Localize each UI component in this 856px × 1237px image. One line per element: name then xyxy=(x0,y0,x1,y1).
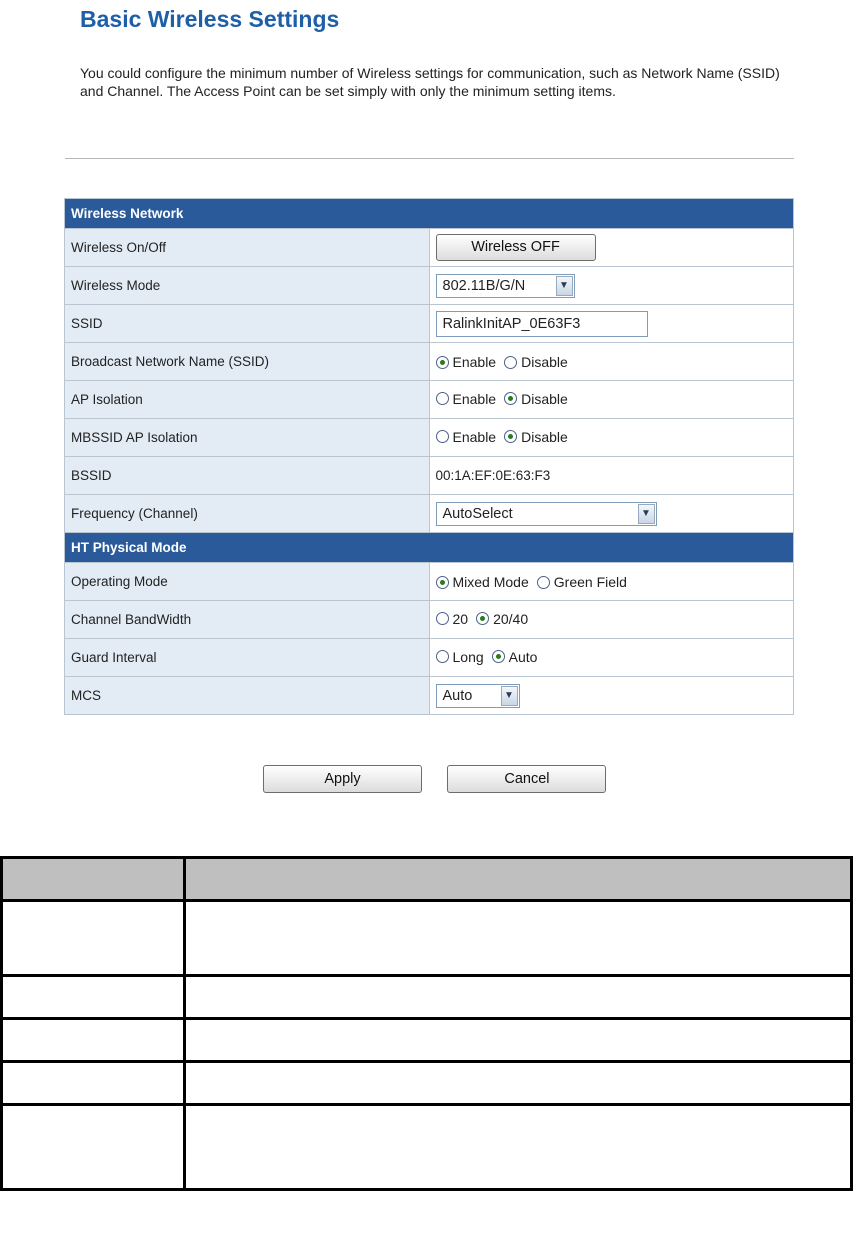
page-title: Basic Wireless Settings xyxy=(80,6,340,32)
table-cell xyxy=(185,1105,852,1190)
field-value xyxy=(430,381,794,418)
radio-option-green-field[interactable] xyxy=(537,574,627,590)
field-label: Channel BandWidth xyxy=(65,601,429,638)
field-value xyxy=(430,495,794,532)
table-row xyxy=(2,1019,852,1062)
cancel-button[interactable]: Cancel xyxy=(447,765,606,793)
table-row xyxy=(2,976,852,1019)
field-label: BSSID xyxy=(65,457,429,494)
row-frequency xyxy=(65,495,793,532)
field-label: SSID xyxy=(65,305,429,342)
wireless-mode-select[interactable] xyxy=(436,274,575,298)
radio-label: Enable xyxy=(452,390,497,407)
ssid-input[interactable]: RalinkInitAP_0E63F3 xyxy=(436,311,648,337)
radio-checked-icon[interactable] xyxy=(436,356,449,369)
row-broadcast-ssid xyxy=(65,343,793,380)
row-operating-mode xyxy=(65,563,793,600)
form-actions xyxy=(263,765,627,793)
radio-option-long[interactable] xyxy=(436,649,484,665)
radio-option-enable[interactable] xyxy=(436,391,497,407)
section-header-wireless-network xyxy=(65,199,793,228)
table-row xyxy=(2,1062,852,1105)
table-cell xyxy=(2,976,185,1019)
radio-label: Mixed Mode xyxy=(452,574,529,591)
radio-label: Disable xyxy=(521,428,568,445)
radio-label: 20/40 xyxy=(493,610,529,627)
field-label: Guard Interval xyxy=(65,639,429,676)
radio-unchecked-icon[interactable] xyxy=(436,430,449,443)
radio-checked-icon[interactable] xyxy=(476,612,489,625)
field-value xyxy=(430,343,794,380)
field-label: MCS xyxy=(65,677,429,714)
radio-label: Green Field xyxy=(553,574,627,591)
table-cell xyxy=(2,1019,185,1062)
field-value xyxy=(430,267,794,304)
radio-option-enable[interactable] xyxy=(436,354,497,370)
table-cell xyxy=(185,858,852,901)
radio-option-mixed-mode[interactable] xyxy=(436,574,529,590)
radio-option-20[interactable] xyxy=(436,611,469,627)
row-channel-bandwidth xyxy=(65,601,793,638)
field-label: Operating Mode xyxy=(65,563,429,600)
radio-unchecked-icon[interactable] xyxy=(436,392,449,405)
select-value: 802.11B/G/N xyxy=(442,277,526,294)
operating-mode-radio-group xyxy=(436,574,635,590)
select-value: AutoSelect xyxy=(442,505,513,522)
chevron-down-icon[interactable]: ▼ xyxy=(501,686,518,706)
radio-unchecked-icon[interactable] xyxy=(436,612,449,625)
radio-option-auto[interactable] xyxy=(492,649,538,665)
table-row xyxy=(2,901,852,976)
row-mbssid-ap-isolation xyxy=(65,419,793,456)
radio-option-disable[interactable] xyxy=(504,429,568,445)
description-table xyxy=(0,856,853,1191)
section-header-ht-physical-mode xyxy=(65,533,793,562)
radio-checked-icon[interactable] xyxy=(504,392,517,405)
bandwidth-radio-group xyxy=(436,611,537,627)
broadcast-radio-group xyxy=(436,354,576,370)
row-bssid xyxy=(65,457,793,494)
table-cell xyxy=(185,976,852,1019)
row-ap-isolation xyxy=(65,381,793,418)
section-title: Wireless Network xyxy=(65,199,793,228)
bssid-value: 00:1A:EF:0E:63:F3 xyxy=(430,457,794,494)
description-table-header xyxy=(2,858,852,901)
field-value xyxy=(430,601,794,638)
frequency-select[interactable] xyxy=(436,502,657,526)
field-label: MBSSID AP Isolation xyxy=(65,419,429,456)
mbssid-isolation-radio-group xyxy=(436,429,576,445)
chevron-down-icon[interactable]: ▼ xyxy=(638,504,655,524)
field-value xyxy=(430,639,794,676)
radio-checked-icon[interactable] xyxy=(492,650,505,663)
page-description: You could configure the minimum number of Wireless settings for communication, such as Network Name (SSID) and Channel. The Access Point can be set simply with only the minimum setting items. xyxy=(80,65,780,99)
mcs-select[interactable] xyxy=(436,684,520,708)
row-guard-interval xyxy=(65,639,793,676)
table-cell xyxy=(185,1062,852,1105)
radio-label: Enable xyxy=(452,428,497,445)
radio-unchecked-icon[interactable] xyxy=(537,576,550,589)
radio-label: Disable xyxy=(521,390,568,407)
field-value xyxy=(430,419,794,456)
row-wireless-onoff xyxy=(65,229,793,266)
table-row xyxy=(2,1105,852,1190)
chevron-down-icon[interactable]: ▼ xyxy=(556,276,573,296)
radio-label: Disable xyxy=(521,354,568,371)
radio-unchecked-icon[interactable] xyxy=(436,650,449,663)
apply-button[interactable]: Apply xyxy=(263,765,422,793)
radio-checked-icon[interactable] xyxy=(504,430,517,443)
settings-table xyxy=(64,198,794,715)
row-wireless-mode xyxy=(65,267,793,304)
table-cell xyxy=(2,1062,185,1105)
radio-option-enable[interactable] xyxy=(436,429,497,445)
radio-label: Long xyxy=(452,648,484,665)
field-value xyxy=(430,305,794,342)
field-value xyxy=(430,677,794,714)
ap-isolation-radio-group xyxy=(436,391,576,407)
radio-checked-icon[interactable] xyxy=(436,576,449,589)
field-label: Wireless On/Off xyxy=(65,229,429,266)
row-mcs xyxy=(65,677,793,714)
field-label: Wireless Mode xyxy=(65,267,429,304)
row-ssid xyxy=(65,305,793,342)
table-cell xyxy=(2,901,185,976)
radio-option-20-40[interactable] xyxy=(476,611,528,627)
table-cell xyxy=(2,858,185,901)
radio-label: 20 xyxy=(452,610,469,627)
wireless-toggle-button[interactable]: Wireless OFF xyxy=(436,234,596,261)
field-label: AP Isolation xyxy=(65,381,429,418)
field-label: Frequency (Channel) xyxy=(65,495,429,532)
table-cell xyxy=(2,1105,185,1190)
field-value xyxy=(430,229,794,266)
table-cell xyxy=(185,1019,852,1062)
field-label: Broadcast Network Name (SSID) xyxy=(65,343,429,380)
radio-unchecked-icon[interactable] xyxy=(504,356,517,369)
radio-label: Enable xyxy=(452,354,497,371)
section-title: HT Physical Mode xyxy=(65,533,793,562)
guard-interval-radio-group xyxy=(436,649,546,665)
radio-option-disable[interactable] xyxy=(504,354,568,370)
divider xyxy=(65,158,794,159)
table-cell xyxy=(185,901,852,976)
radio-option-disable[interactable] xyxy=(504,391,568,407)
select-value: Auto xyxy=(442,687,473,704)
field-value xyxy=(430,563,794,600)
radio-label: Auto xyxy=(508,648,538,665)
